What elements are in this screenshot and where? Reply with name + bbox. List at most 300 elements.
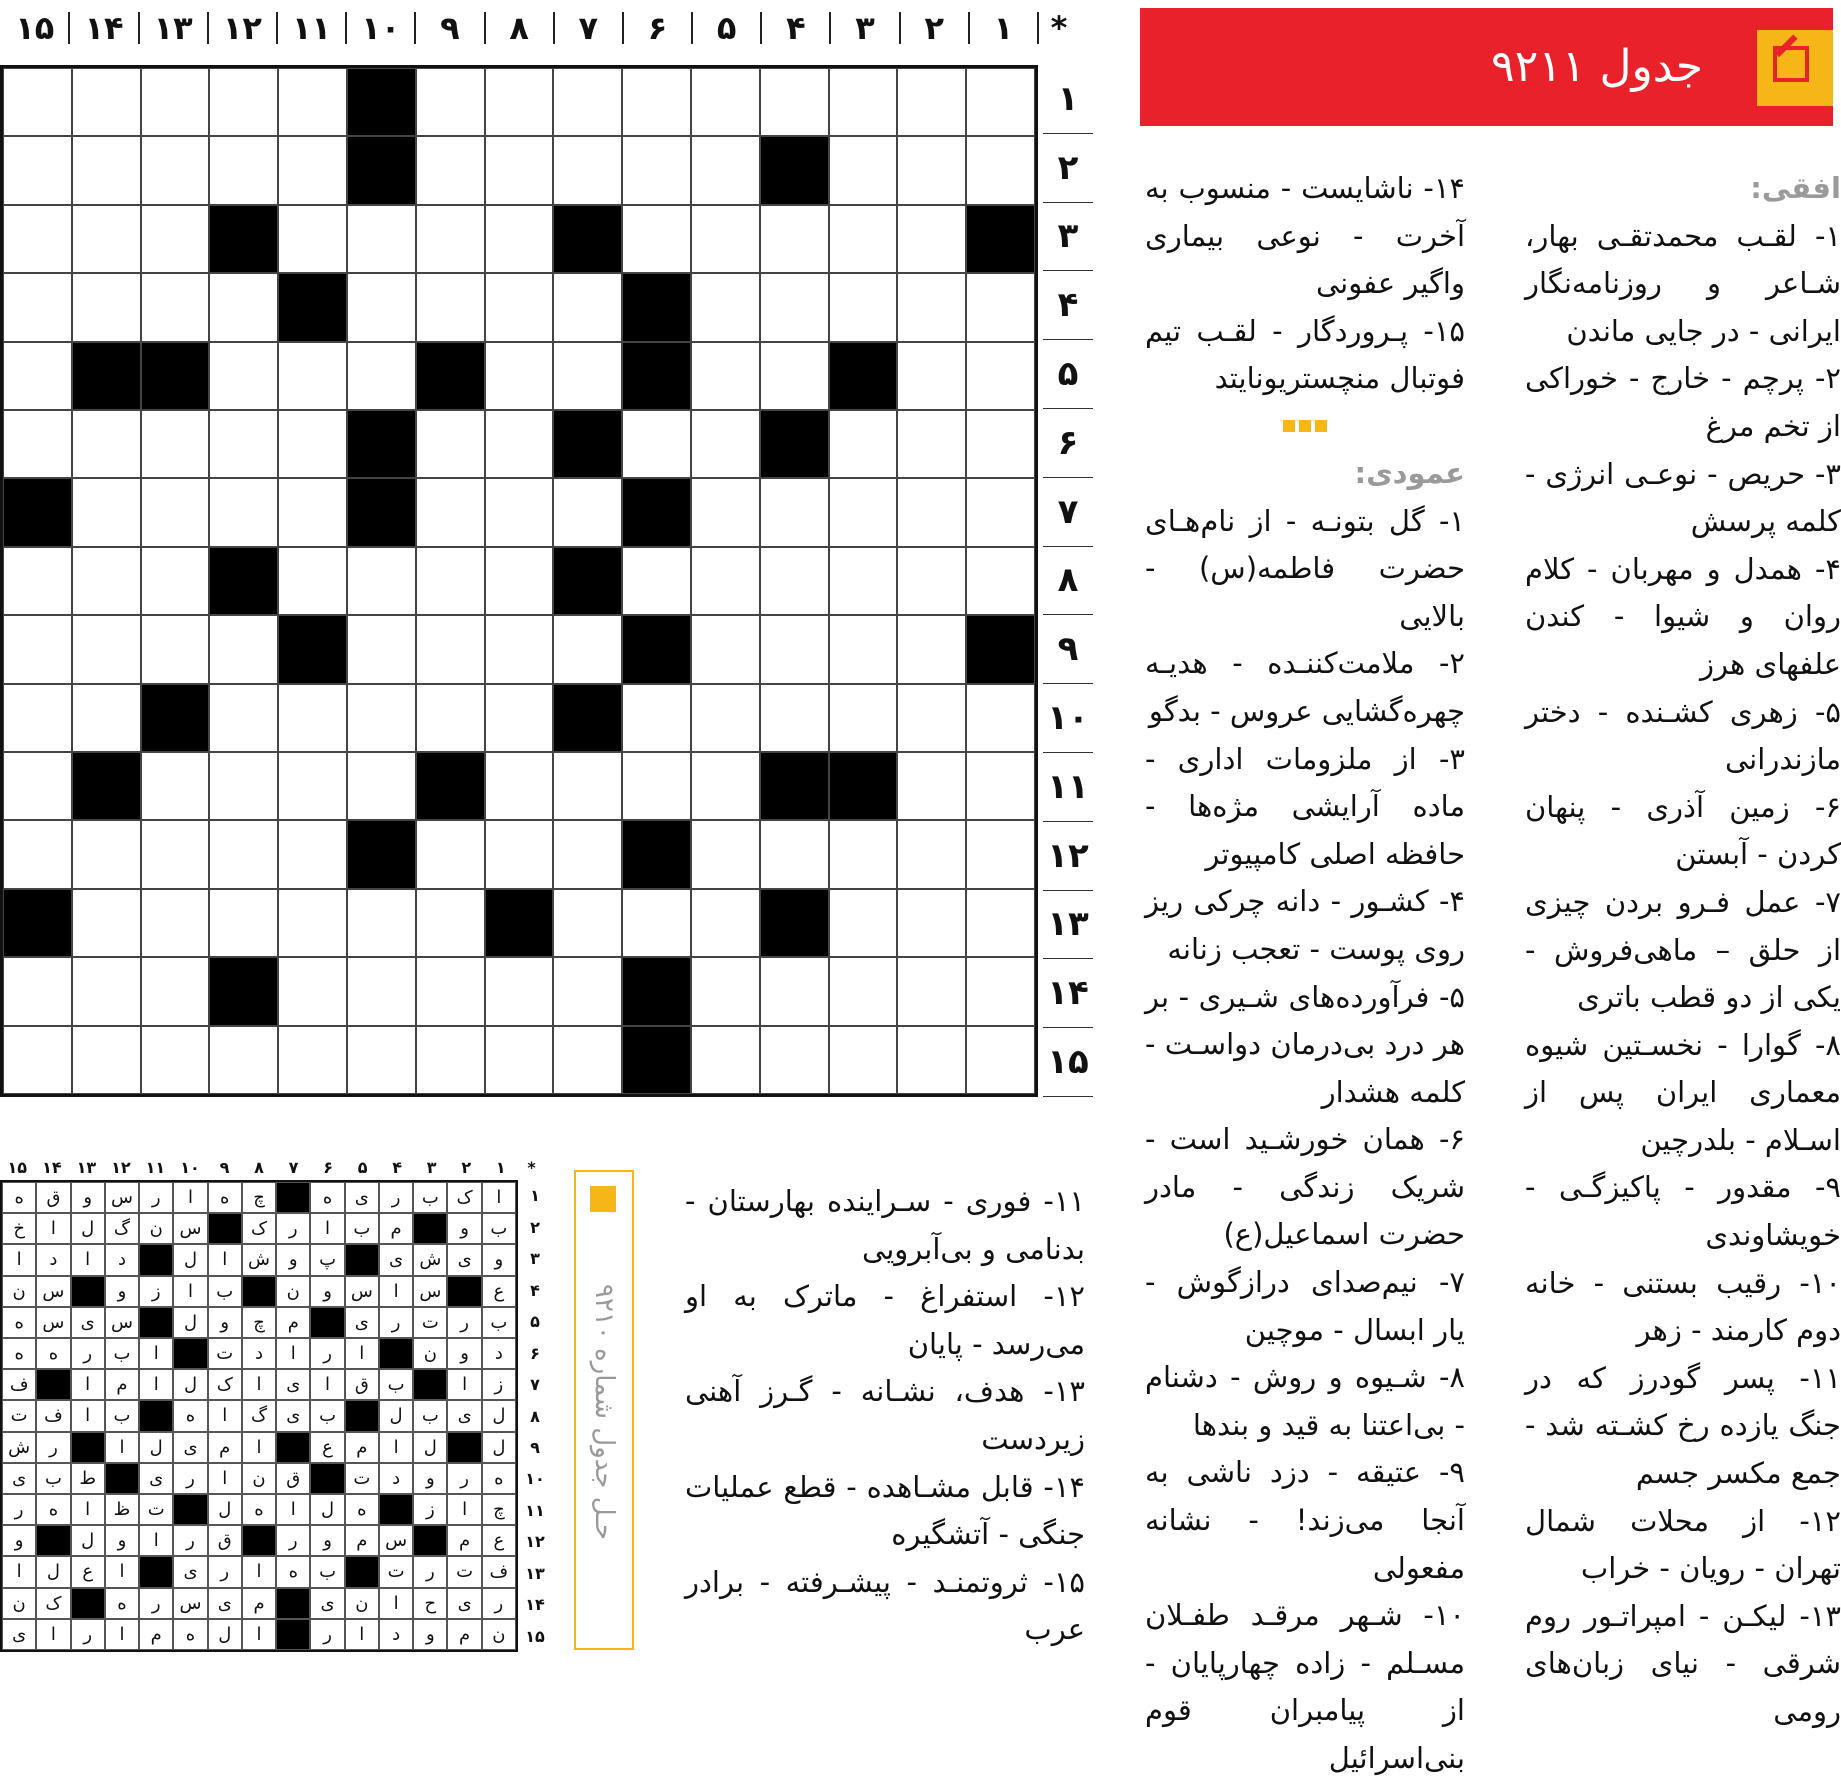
answer-cell[interactable] [485, 478, 554, 546]
solution-column-number: ۱۴ [42, 1157, 62, 1177]
answer-cell[interactable] [485, 615, 554, 683]
answer-cell[interactable] [72, 1026, 141, 1094]
answer-cell[interactable] [622, 889, 691, 957]
answer-cell[interactable] [416, 889, 485, 957]
answer-cell[interactable] [622, 68, 691, 136]
answer-cell[interactable] [760, 547, 829, 615]
solution-letter: پ [310, 1244, 344, 1275]
answer-cell[interactable] [72, 136, 141, 204]
answer-cell[interactable] [966, 752, 1035, 820]
solution-black-cell [242, 1525, 276, 1556]
answer-cell[interactable] [72, 820, 141, 888]
answer-cell[interactable] [966, 820, 1035, 888]
solution-letter: ا [379, 1432, 413, 1463]
answer-cell[interactable] [829, 478, 898, 546]
answer-cell[interactable] [553, 68, 622, 136]
answer-cell[interactable] [897, 547, 966, 615]
answer-cell[interactable] [72, 410, 141, 478]
answer-cell[interactable] [3, 68, 72, 136]
answer-cell[interactable] [209, 1026, 278, 1094]
black-cell [622, 342, 691, 410]
answer-cell[interactable] [347, 889, 416, 957]
answer-cell[interactable] [691, 547, 760, 615]
answer-cell[interactable] [897, 820, 966, 888]
answer-cell[interactable] [347, 957, 416, 1025]
solution-column-number: ۱۲ [111, 1157, 131, 1177]
answer-cell[interactable] [897, 684, 966, 752]
solution-letter: م [447, 1619, 481, 1650]
answer-cell[interactable] [966, 342, 1035, 410]
solution-letter: ا [105, 1619, 139, 1650]
answer-cell[interactable] [829, 615, 898, 683]
answer-cell[interactable] [209, 615, 278, 683]
answer-cell[interactable] [72, 478, 141, 546]
answer-cell[interactable] [622, 752, 691, 820]
solution-black-cell [276, 1432, 310, 1463]
answer-cell[interactable] [72, 684, 141, 752]
solution-letter: ت [379, 1556, 413, 1587]
answer-cell[interactable] [209, 68, 278, 136]
solution-letter: ی [447, 1400, 481, 1431]
answer-cell[interactable] [966, 478, 1035, 546]
answer-cell[interactable] [897, 752, 966, 820]
answer-cell[interactable] [829, 684, 898, 752]
answer-cell[interactable] [691, 1026, 760, 1094]
answer-cell[interactable] [829, 410, 898, 478]
answer-cell[interactable] [141, 547, 210, 615]
answer-cell[interactable] [760, 1026, 829, 1094]
solution-letter: س [36, 1307, 70, 1338]
answer-cell[interactable] [416, 205, 485, 273]
answer-cell[interactable] [966, 547, 1035, 615]
answer-cell[interactable] [553, 957, 622, 1025]
row-number: ۱۳ [1043, 891, 1093, 960]
answer-cell[interactable] [209, 684, 278, 752]
answer-cell[interactable] [897, 410, 966, 478]
answer-cell[interactable] [278, 205, 347, 273]
answer-cell[interactable] [553, 752, 622, 820]
solution-letter: ا [173, 1182, 207, 1213]
answer-cell[interactable] [3, 957, 72, 1025]
answer-cell[interactable] [622, 136, 691, 204]
solution-letter: ا [310, 1213, 344, 1244]
answer-cell[interactable] [278, 820, 347, 888]
solution-letter: س [173, 1588, 207, 1619]
answer-cell[interactable] [622, 547, 691, 615]
solution-letter: ا [208, 1400, 242, 1431]
answer-cell[interactable] [141, 615, 210, 683]
solution-letter: ب [345, 1213, 379, 1244]
crossword-grid[interactable] [0, 65, 1038, 1097]
answer-cell[interactable] [485, 684, 554, 752]
solution-row-number: ۱۴ [525, 1595, 545, 1615]
column-number: ۱ [969, 0, 1038, 56]
solution-letter: ت [447, 1556, 481, 1587]
solution-letter: گ [242, 1400, 276, 1431]
answer-cell[interactable] [691, 342, 760, 410]
answer-cell[interactable] [72, 205, 141, 273]
solution-letter: ب [482, 1307, 516, 1338]
column-number: ۷ [554, 0, 623, 56]
solution-letter: ب [310, 1400, 344, 1431]
clue-item: ۱- گل بتونـه - از نام‌هـای حضرت فاطمه(س) - بالایی [1145, 503, 1465, 633]
answer-cell[interactable] [141, 889, 210, 957]
solution-letter: ا [276, 1338, 310, 1369]
solution-letter: ی [345, 1307, 379, 1338]
answer-cell[interactable] [485, 547, 554, 615]
answer-cell[interactable] [278, 957, 347, 1025]
answer-cell[interactable] [553, 889, 622, 957]
answer-cell[interactable] [691, 273, 760, 341]
answer-cell[interactable] [829, 957, 898, 1025]
answer-cell[interactable] [209, 889, 278, 957]
clue-item: ۱۵- ثروتمنـد - پیشـرفته - برادر عرب [685, 1564, 1085, 1647]
solution-column-number: ۷ [288, 1157, 299, 1177]
answer-cell[interactable] [553, 615, 622, 683]
answer-cell[interactable] [209, 478, 278, 546]
answer-cell[interactable] [485, 205, 554, 273]
answer-cell[interactable] [897, 889, 966, 957]
answer-cell[interactable] [691, 684, 760, 752]
solution-letter: ی [276, 1400, 310, 1431]
solution-letter: ا [310, 1369, 344, 1400]
answer-cell[interactable] [691, 410, 760, 478]
answer-cell[interactable] [829, 1026, 898, 1094]
answer-cell[interactable] [485, 342, 554, 410]
answer-cell[interactable] [829, 136, 898, 204]
answer-cell[interactable] [209, 752, 278, 820]
answer-cell[interactable] [897, 205, 966, 273]
answer-cell[interactable] [760, 478, 829, 546]
answer-cell[interactable] [416, 1026, 485, 1094]
answer-cell[interactable] [3, 820, 72, 888]
solution-letter: ر [71, 1338, 105, 1369]
solution-letter: ک [242, 1213, 276, 1244]
answer-cell[interactable] [553, 478, 622, 546]
answer-cell[interactable] [829, 889, 898, 957]
answer-cell[interactable] [760, 957, 829, 1025]
black-cell [278, 273, 347, 341]
answer-cell[interactable] [691, 136, 760, 204]
answer-cell[interactable] [72, 68, 141, 136]
answer-cell[interactable] [897, 273, 966, 341]
answer-cell[interactable] [3, 273, 72, 341]
answer-cell[interactable] [485, 68, 554, 136]
answer-cell[interactable] [416, 136, 485, 204]
answer-cell[interactable] [622, 205, 691, 273]
answer-cell[interactable] [72, 547, 141, 615]
answer-cell[interactable] [691, 615, 760, 683]
answer-cell[interactable] [553, 820, 622, 888]
clue-item: ۱۱- فوری - سـراینده بهارستان - بدنامی و بی‌آبرویی [685, 1184, 1085, 1266]
answer-cell[interactable] [829, 547, 898, 615]
answer-cell[interactable] [416, 820, 485, 888]
answer-cell[interactable] [760, 342, 829, 410]
answer-cell[interactable] [278, 68, 347, 136]
solution-letter: ق [208, 1525, 242, 1556]
answer-cell[interactable] [416, 957, 485, 1025]
answer-cell[interactable] [141, 752, 210, 820]
answer-cell[interactable] [141, 136, 210, 204]
answer-cell[interactable] [278, 478, 347, 546]
answer-cell[interactable] [897, 136, 966, 204]
solution-letter: ن [413, 1338, 447, 1369]
black-cell [553, 410, 622, 478]
solution-letter: ع [71, 1556, 105, 1587]
answer-cell[interactable] [897, 957, 966, 1025]
answer-cell[interactable] [829, 273, 898, 341]
answer-cell[interactable] [209, 820, 278, 888]
answer-cell[interactable] [72, 615, 141, 683]
answer-cell[interactable] [622, 410, 691, 478]
answer-cell[interactable] [553, 273, 622, 341]
answer-cell[interactable] [209, 410, 278, 478]
solution-letter: ر [173, 1525, 207, 1556]
solution-letter: ی [379, 1244, 413, 1275]
answer-cell[interactable] [966, 410, 1035, 478]
row-number: ۱ [1043, 65, 1093, 134]
solution-letter: ا [105, 1556, 139, 1587]
answer-cell[interactable] [3, 410, 72, 478]
answer-cell[interactable] [416, 547, 485, 615]
answer-cell[interactable] [760, 68, 829, 136]
clue-item: ۱۳- هدف، نشـانه - گـرز آهنی زیردست [685, 1374, 1085, 1456]
answer-cell[interactable] [691, 205, 760, 273]
answer-cell[interactable] [209, 136, 278, 204]
solution-letter: ک [447, 1182, 481, 1213]
answer-cell[interactable] [829, 68, 898, 136]
clue-item: ۱۲- از محلات شمال تهران - رویان - خراب [1525, 1503, 1841, 1586]
answer-cell[interactable] [966, 136, 1035, 204]
solution-black-cell [173, 1338, 207, 1369]
answer-cell[interactable] [347, 752, 416, 820]
answer-cell[interactable] [966, 957, 1035, 1025]
answer-cell[interactable] [691, 889, 760, 957]
answer-cell[interactable] [141, 478, 210, 546]
answer-cell[interactable] [485, 957, 554, 1025]
solution-row-number: ۵ [530, 1312, 540, 1332]
black-cell [3, 889, 72, 957]
answer-cell[interactable] [3, 205, 72, 273]
answer-cell[interactable] [416, 478, 485, 546]
answer-cell[interactable] [897, 342, 966, 410]
solution-black-cell [276, 1182, 310, 1213]
answer-cell[interactable] [72, 273, 141, 341]
answer-cell[interactable] [485, 752, 554, 820]
answer-cell[interactable] [485, 410, 554, 478]
answer-cell[interactable] [3, 547, 72, 615]
solution-letter: ز [413, 1494, 447, 1525]
horizontal-clue-list [1525, 213, 1841, 1736]
row-number: ۷ [1043, 478, 1093, 547]
answer-cell[interactable] [553, 1026, 622, 1094]
answer-cell[interactable] [3, 136, 72, 204]
solution-letter: س [173, 1213, 207, 1244]
solution-letter: ر [139, 1588, 173, 1619]
answer-cell[interactable] [760, 684, 829, 752]
answer-cell[interactable] [278, 342, 347, 410]
clue-item: ۱۰- شـهر مرقـد طفـلان مسـلم - زاده چهارپایان - از پیامبران قوم بنی‌اسرائیل [1145, 1598, 1465, 1775]
solution-letter: و [310, 1525, 344, 1556]
column-number-header [0, 0, 1080, 56]
answer-cell[interactable] [209, 342, 278, 410]
answer-cell[interactable] [897, 615, 966, 683]
answer-cell[interactable] [760, 615, 829, 683]
solution-black-cell [345, 1400, 379, 1431]
solution-row-number: ۴ [530, 1280, 540, 1300]
column-number: ۶ [623, 0, 692, 56]
row-number: ۸ [1043, 547, 1093, 616]
solution-letter: س [36, 1276, 70, 1307]
answer-cell[interactable] [141, 1026, 210, 1094]
answer-cell[interactable] [416, 684, 485, 752]
answer-cell[interactable] [416, 410, 485, 478]
answer-cell[interactable] [3, 752, 72, 820]
solution-column-number: ۹ [219, 1157, 230, 1177]
answer-cell[interactable] [966, 1026, 1035, 1094]
solution-letter: س [105, 1307, 139, 1338]
answer-cell[interactable] [760, 820, 829, 888]
answer-cell[interactable] [553, 136, 622, 204]
clue-item: ۶- همان خورشـید است - شریک زندگی - مادر حضرت اسماعیل(ع) [1145, 1122, 1465, 1252]
solution-letter: ر [71, 1619, 105, 1650]
answer-cell[interactable] [416, 273, 485, 341]
answer-cell[interactable] [691, 820, 760, 888]
clue-item: ۱۴- قابل مشـاهده - قطع عملیات جنگی - آتشگیره [685, 1469, 1085, 1552]
answer-cell[interactable] [897, 1026, 966, 1094]
answer-cell[interactable] [622, 684, 691, 752]
solution-letter: ن [276, 1276, 310, 1307]
answer-cell[interactable] [691, 752, 760, 820]
solution-letter: د [379, 1619, 413, 1650]
answer-cell[interactable] [141, 205, 210, 273]
answer-cell[interactable] [278, 752, 347, 820]
answer-cell[interactable] [691, 478, 760, 546]
answer-cell[interactable] [691, 957, 760, 1025]
solution-letter: ر [139, 1182, 173, 1213]
answer-cell[interactable] [141, 68, 210, 136]
solution-letter: ر [208, 1556, 242, 1587]
answer-cell[interactable] [3, 684, 72, 752]
answer-cell[interactable] [347, 273, 416, 341]
solution-row-number: ۶ [530, 1343, 540, 1363]
solution-letter: ا [71, 1244, 105, 1275]
answer-cell[interactable] [141, 957, 210, 1025]
black-cell [622, 1026, 691, 1094]
solution-letter: و [447, 1338, 481, 1369]
solution-letter: و [105, 1525, 139, 1556]
answer-cell[interactable] [485, 136, 554, 204]
answer-cell[interactable] [141, 820, 210, 888]
answer-cell[interactable] [897, 68, 966, 136]
answer-cell[interactable] [966, 68, 1035, 136]
arrow-box-icon [1757, 30, 1833, 106]
solution-letter: ل [36, 1556, 70, 1587]
answer-cell[interactable] [416, 615, 485, 683]
solution-letter: چ [482, 1494, 516, 1525]
solution-letter: ی [173, 1556, 207, 1587]
answer-cell[interactable] [278, 547, 347, 615]
answer-cell[interactable] [347, 1026, 416, 1094]
row-number: ۴ [1043, 271, 1093, 340]
clue-item: ۱۱- پسر گودرز که در جنگ یازده رخ کشـته شد - جمع مکسر جسم [1525, 1360, 1841, 1491]
answer-cell[interactable] [553, 342, 622, 410]
answer-cell[interactable] [72, 889, 141, 957]
answer-cell[interactable] [347, 342, 416, 410]
answer-cell[interactable] [347, 615, 416, 683]
solution-letter: ه [242, 1494, 276, 1525]
solution-row-number: ۹ [530, 1437, 540, 1457]
answer-cell[interactable] [278, 1026, 347, 1094]
vertical-clue-list [1145, 498, 1465, 1783]
answer-cell[interactable] [209, 273, 278, 341]
solution-letter: ل [173, 1369, 207, 1400]
solution-letter: ا [139, 1338, 173, 1369]
column-number: ۱۲ [208, 0, 277, 56]
answer-cell[interactable] [72, 957, 141, 1025]
solution-letter: ا [242, 1619, 276, 1650]
answer-cell[interactable] [141, 273, 210, 341]
solution-column-number: ۱ [495, 1157, 506, 1177]
solution-letter: ع [482, 1276, 516, 1307]
answer-cell[interactable] [3, 342, 72, 410]
solution-black-cell [105, 1463, 139, 1494]
answer-cell[interactable] [278, 410, 347, 478]
solution-column-numbers [0, 1155, 545, 1179]
row-number: ۱۰ [1043, 684, 1093, 753]
column-number: ۱۰ [346, 0, 415, 56]
answer-cell[interactable] [691, 68, 760, 136]
answer-cell[interactable] [3, 615, 72, 683]
solution-letter: ا [345, 1338, 379, 1369]
answer-cell[interactable] [485, 273, 554, 341]
solution-letter: ب [482, 1213, 516, 1244]
solution-letter: ل [173, 1307, 207, 1338]
answer-cell[interactable] [760, 205, 829, 273]
answer-cell[interactable] [897, 478, 966, 546]
answer-cell[interactable] [485, 820, 554, 888]
answer-cell[interactable] [347, 684, 416, 752]
column-number: * [1038, 0, 1080, 56]
solution-letter: ا [208, 1463, 242, 1494]
answer-cell[interactable] [760, 273, 829, 341]
answer-cell[interactable] [3, 1026, 72, 1094]
answer-cell[interactable] [966, 889, 1035, 957]
answer-cell[interactable] [829, 205, 898, 273]
solution-letter: ش [242, 1244, 276, 1275]
solution-column-number: ۱۰ [180, 1157, 200, 1177]
answer-cell[interactable] [141, 410, 210, 478]
solution-letter: س [345, 1276, 379, 1307]
solution-letter: ف [2, 1369, 36, 1400]
solution-black-cell [36, 1525, 70, 1556]
mixed-clues-column [1145, 165, 1465, 1783]
answer-cell[interactable] [966, 273, 1035, 341]
answer-cell[interactable] [347, 205, 416, 273]
answer-cell[interactable] [347, 547, 416, 615]
answer-cell[interactable] [278, 684, 347, 752]
solution-letter: ی [447, 1588, 481, 1619]
solution-letter: ک [208, 1369, 242, 1400]
answer-cell[interactable] [416, 68, 485, 136]
answer-cell[interactable] [278, 136, 347, 204]
horizontal-clues-column [1525, 165, 1841, 1736]
answer-cell[interactable] [278, 889, 347, 957]
answer-cell[interactable] [485, 1026, 554, 1094]
answer-cell[interactable] [829, 820, 898, 888]
clue-item: ۴- همدل و مهربان - کلام روان و شیوا - کندن علفهای هرز [1525, 551, 1841, 681]
answer-cell[interactable] [966, 684, 1035, 752]
